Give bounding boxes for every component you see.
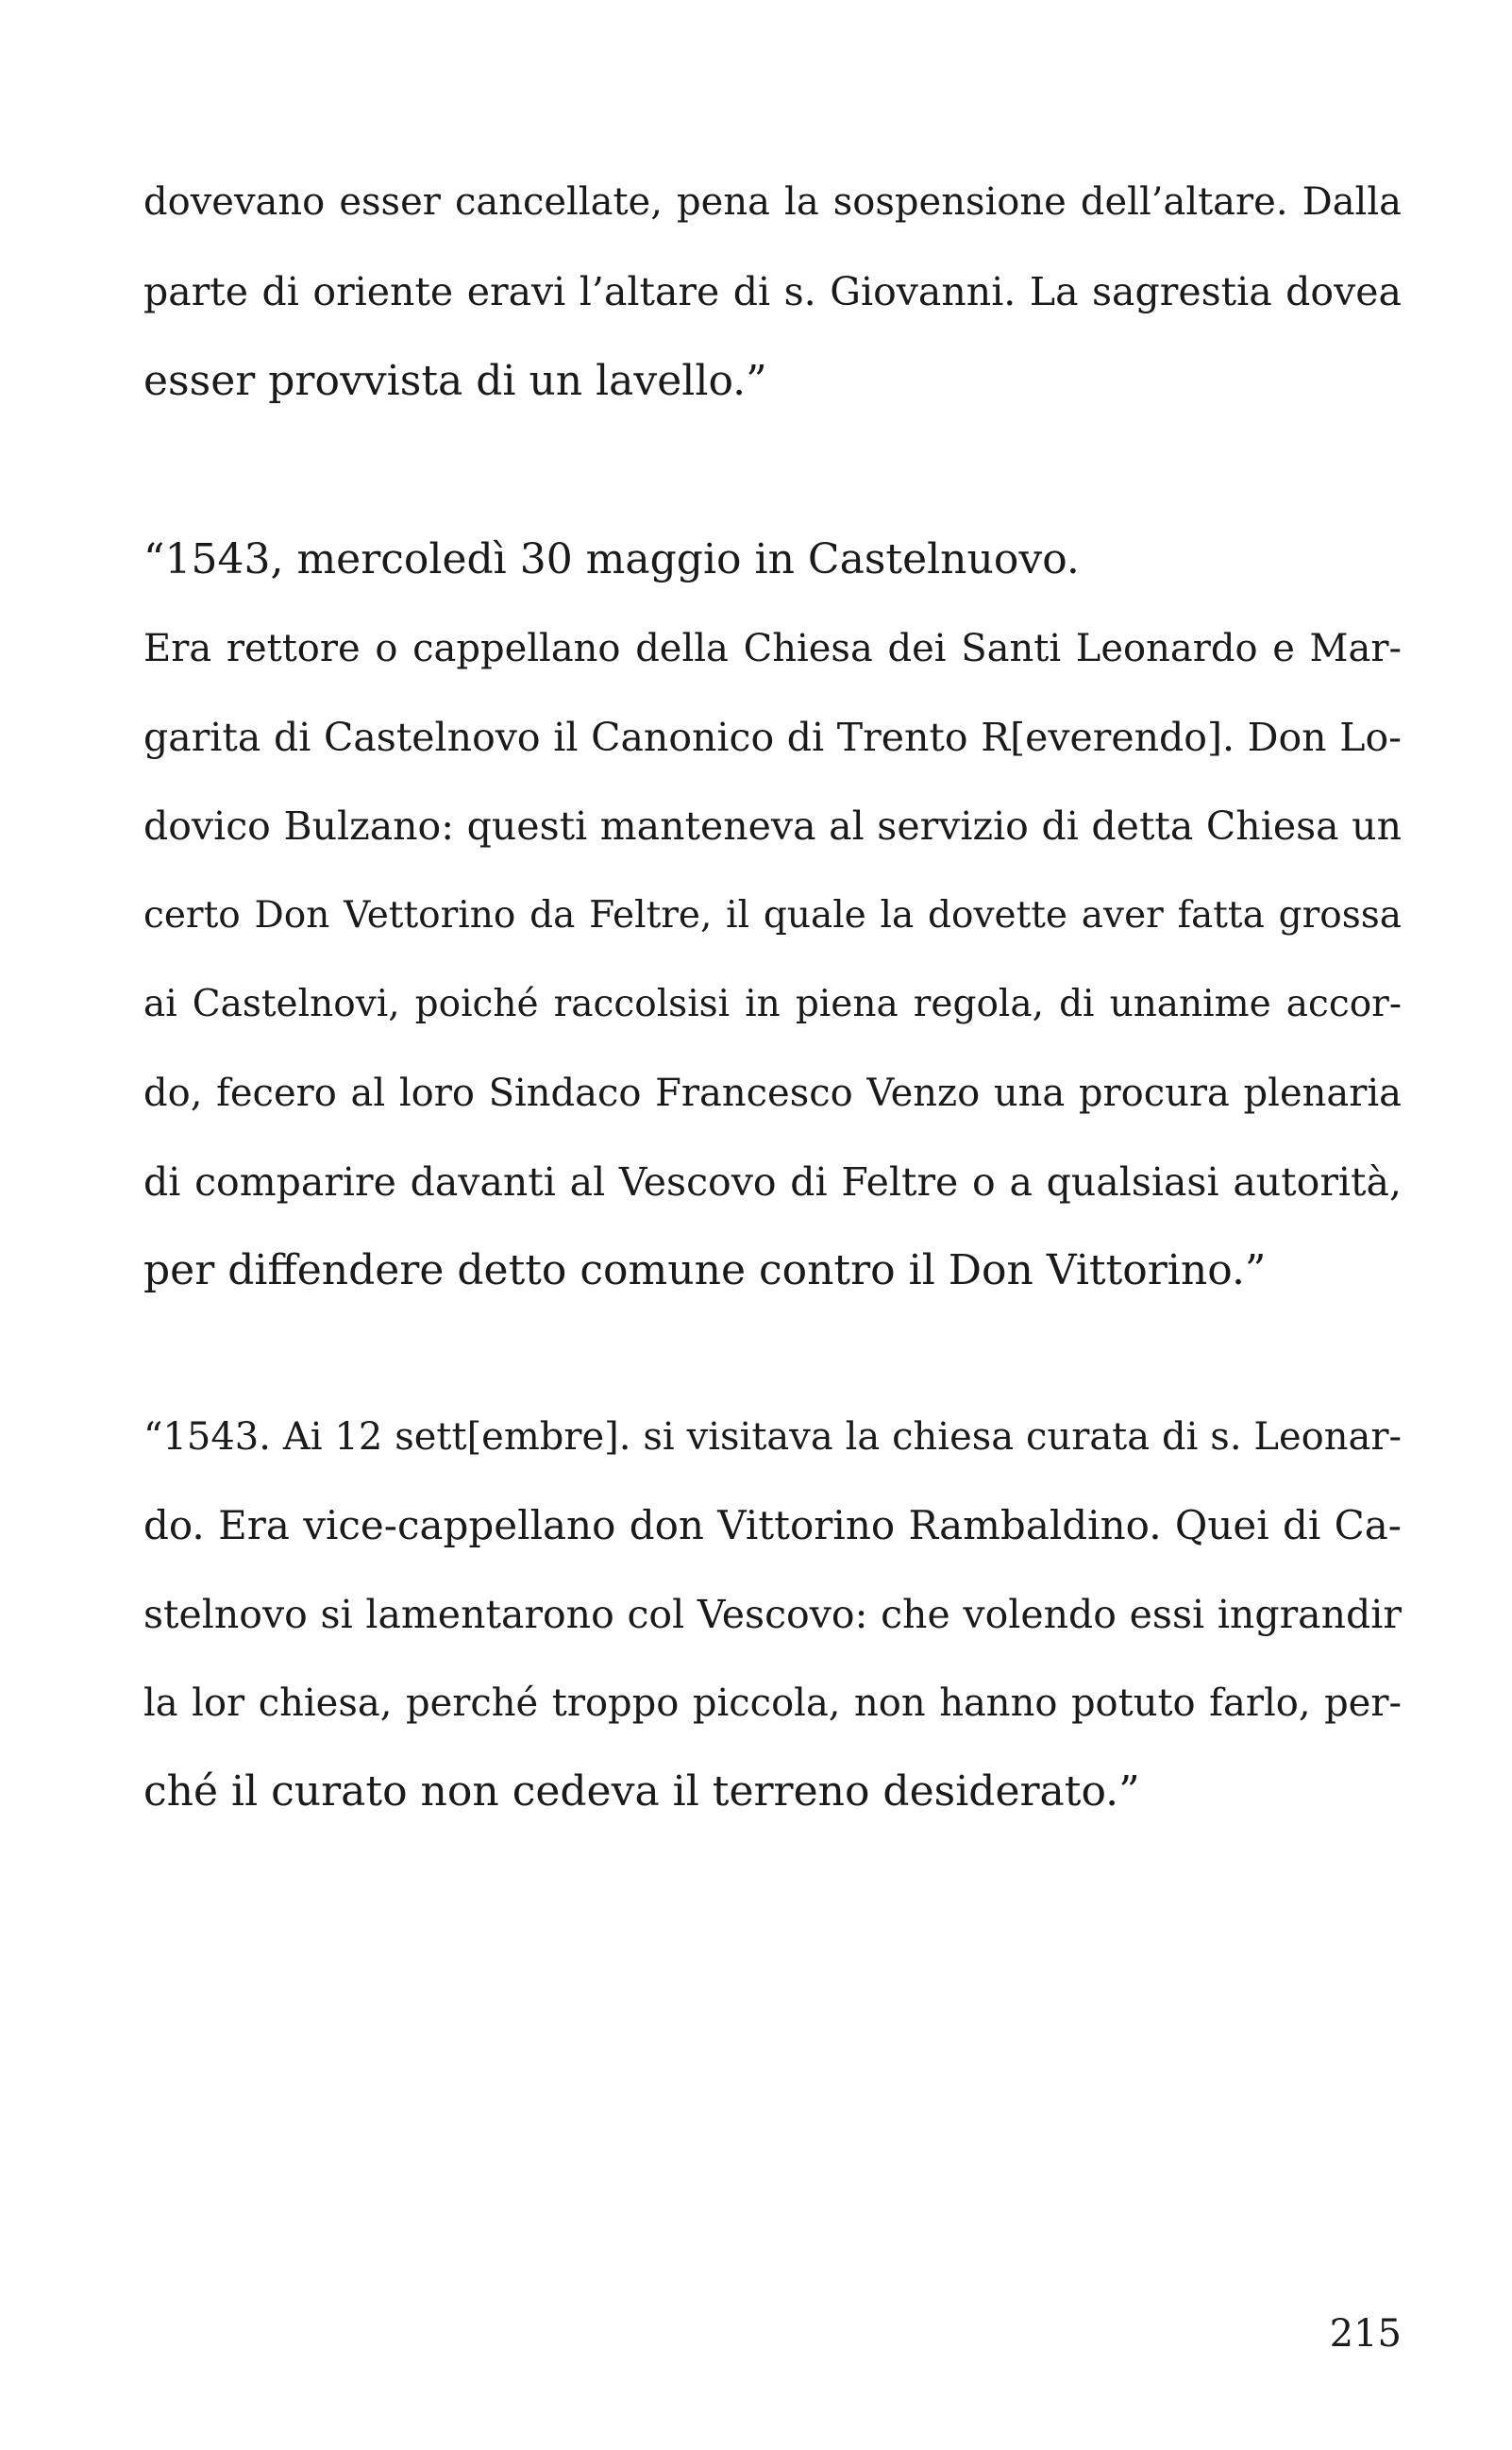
text-line: ai Castelnovi, poiché raccolsisi in piena regola, di unanime accor- xyxy=(143,983,1402,1025)
page-number: 215 xyxy=(1329,2312,1402,2356)
text-line: do, fecero al loro Sindaco Francesco Venzo una procura plenaria xyxy=(143,1072,1402,1115)
text-line: esser provvista di un lavello.” xyxy=(143,357,767,405)
text-line: “1543. Ai 12 sett[embre]. si visitava la chiesa curata di s. Leonar- xyxy=(143,1415,1402,1459)
text-line: “1543, mercoledì 30 maggio in Castelnuovo. xyxy=(143,535,1080,583)
text-line: parte di oriente eravi l’altare di s. Giovanni. La sagrestia dovea xyxy=(143,269,1402,314)
text-line: di comparire davanti al Vescovo di Feltre o a qualsiasi autorità, xyxy=(143,1159,1402,1205)
text-line: Era rettore o cappellano della Chiesa dei Santi Leonardo e Mar- xyxy=(143,627,1402,670)
text-line: ché il curato non cedeva il terreno desiderato.” xyxy=(143,1767,1140,1816)
text-line: per diffendere detto comune contro il Don Vittorino.” xyxy=(143,1246,1267,1294)
text-line: do. Era vice-cappellano don Vittorino Rambaldino. Quei di Ca- xyxy=(143,1502,1402,1548)
text-line: garita di Castelnovo il Canonico di Trento R[everendo]. Don Lo- xyxy=(143,715,1402,760)
text-line: dovico Bulzano: questi manteneva al servizio di detta Chiesa un xyxy=(143,803,1402,849)
text-line: dovevano esser cancellate, pena la sospensione dell’altare. Dalla xyxy=(143,180,1402,224)
text-line: la lor chiesa, perché troppo piccola, non hanno potuto farlo, per- xyxy=(143,1681,1402,1725)
text-line: certo Don Vettorino da Feltre, il quale la dovette aver fatta grossa xyxy=(143,894,1402,937)
text-line: stelnovo si lamentarono col Vescovo: che volendo essi ingrandir xyxy=(143,1592,1402,1637)
